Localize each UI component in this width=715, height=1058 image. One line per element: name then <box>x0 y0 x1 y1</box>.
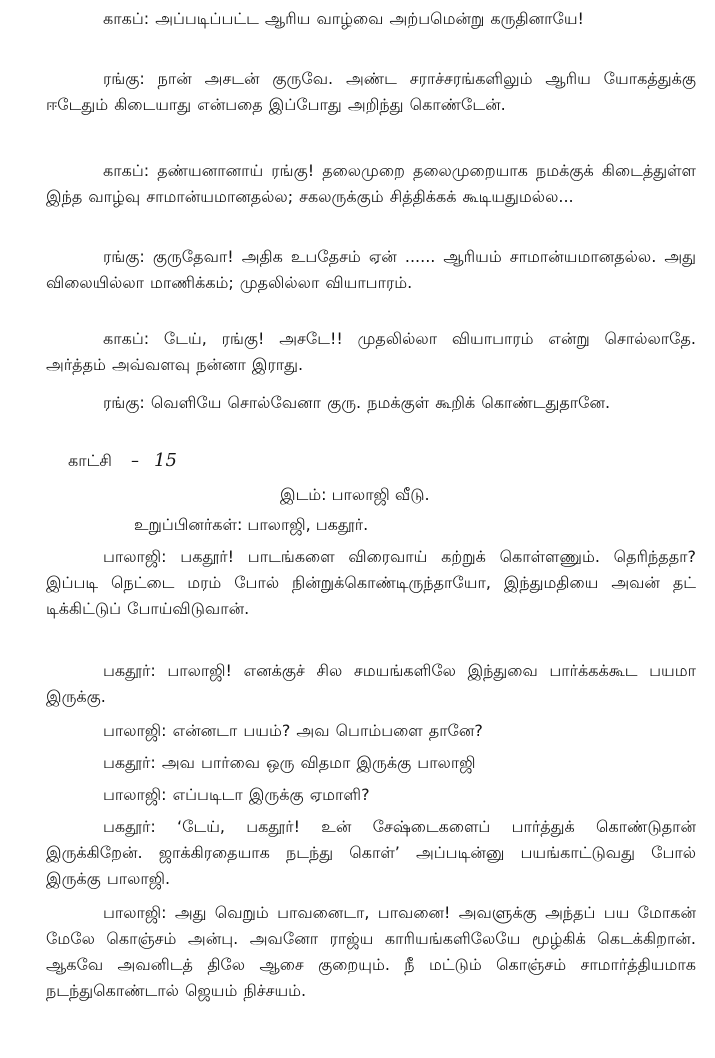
scene-heading <box>68 448 177 474</box>
scene-members: உறுப்பினர்கள்: பாலாஜி, பகதூர். <box>134 515 369 534</box>
dialogue-paragraph: காகப்: அப்படிப்பட்ட ஆரிய வாழ்வை அற்பமென்று கருதினாயே! <box>103 9 584 28</box>
dialogue-paragraph: பாலாஜி: என்னடா பயம்? அவ பொம்பளை தானே? <box>103 721 483 740</box>
dialogue-paragraph: பாலாஜி: பகதூர்! பாடங்களை விரைவாய் கற்றுக் கொள்ளணும். தெரிந்ததா? இப்படி நெட்டை மரம் போல் நின்றுக்கொண்டிருந்தாயோ, இந்துமதியை அவன் தட் டிக்கிட்டுப் போய்விடுவான். <box>46 547 696 618</box>
dialogue-paragraph: பகதூர்: அவ பார்வை ஒரு விதமா இருக்கு பாலாஜி <box>103 753 476 772</box>
dialogue-paragraph: பகதூர்: ‘டேய், பகதூர்! உன் சேஷ்டைகளைப் பார்த்துக் கொண்டுதான் இருக்கிறேன். ஜாக்கிரதையாக நடந்து கொள்’ அப்படின்னு பயங்காட்டுவது போல் இருக்கு பாலாஜி. <box>46 817 696 888</box>
dialogue-paragraph: பாலாஜி: எப்படிடா இருக்கு ஏமாளி? <box>103 785 370 804</box>
scene-number: 15 <box>154 450 177 471</box>
dialogue-paragraph: ரங்கு: குருதேவா! அதிக உபதேசம் ஏன் ...... ஆரியம் சாமான்யமானதல்ல. அது விலையில்லா மாணிக்கம்; முதலில்லா வியாபாரம். <box>46 247 696 292</box>
scene-dash: – <box>130 451 139 470</box>
dialogue-paragraph: ரங்கு: நான் அசடன் குருவே. அண்ட சராச்சரங்களிலும் ஆரிய யோகத்துக்கு ஈடேதும் கிடையாது என்பதை இப்போது அறிந்து கொண்டேன். <box>46 69 696 114</box>
scene-place: இடம்: பாலாஜி வீடு. <box>280 485 430 504</box>
dialogue-paragraph: பகதூர்: பாலாஜி! எனக்குச் சில சமயங்களிலே இந்துவை பார்க்கக்கூட பயமா இருக்கு. <box>46 661 696 706</box>
dialogue-paragraph: ரங்கு: வெளியே சொல்வேனா குரு. நமக்குள் கூறிக் கொண்டதுதானே. <box>103 393 611 412</box>
scene-label: காட்சி <box>68 451 112 470</box>
dialogue-paragraph: காகப்: தண்யனானாய் ரங்கு! தலைமுறை தலைமுறையாக நமக்குக் கிடைத்துள்ள இந்த வாழ்வு சாமான்யமானதல்ல; சகலருக்கும் சித்திக்கக் கூடியதுமல்ல... <box>46 161 696 206</box>
dialogue-paragraph: காகப்: டேய், ரங்கு! அசடே!! முதலில்லா வியாபாரம் என்று சொல்லாதே. அர்த்தம் அவ்வளவு நன்னா இராது. <box>46 329 696 374</box>
dialogue-paragraph: பாலாஜி: அது வெறும் பாவனைடா, பாவனை! அவளுக்கு அந்தப் பய மோகன் மேலே கொஞ்சம் அன்பு. அவனோ ராஜ்ய காரியங்களிலேயே மூழ்கிக் கெடக்கிறான். ஆகவே அவனிடத் திலே ஆசை குறையும். நீ மட்டும் கொஞ்சம் சாமார்த்தியமாக நடந்துகொண்டால் ஜெயம் நிச்சயம். <box>46 903 696 1000</box>
